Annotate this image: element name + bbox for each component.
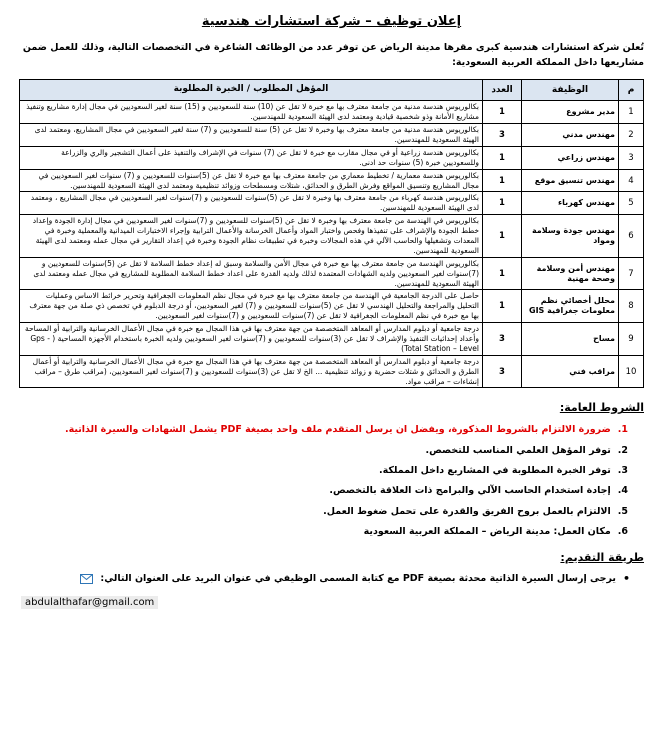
condition-number: 1. [617, 424, 628, 436]
serial-cell: 9 [619, 323, 644, 356]
qualification-cell: بكالوريوس هندسة مدنية من جامعة معترف بها مع خبرة لا تقل عن (10) سنة للسعوديين و (15) سنة لغير السعوديين في مجال إدارة مشاريع وتنفيذ مشاريع الأمانة وذو شخصية قيادية ومعتمد لدى الهيئة السعودية للمهندسين. [20, 101, 483, 124]
condition-number: 4. [617, 485, 628, 497]
serial-cell: 3 [619, 146, 644, 169]
job-title-cell: مهندس كهرباء [522, 192, 619, 215]
condition-text: ضرورة الالتزام بالشروط المذكورة، ويفضل ان يرسل المتقدم ملف واحد بصيغة PDF يشمل الشهادات والسيرة الذاتية. [64, 424, 611, 436]
qualification-cell: حاصل على الدرجة الجامعية في الهندسة من جامعة معترف بها مع خبرة في مجال نظم المعلومات الجغرافية وتحرير خرائط الاساس وعمليات التحليل والمراجعة والتحليل الهندسي لا تقل عن (5)سنوات للسعوديين و (7) لغير السعوديين، أو درجة الدبلوم في تخصص ذي صلة من جهة معترف بها مع خبرة في نظم المعلومات الجغرافية لا تقل عن (7)سنوات للسعوديين و (7)سنوات لغير السعوديين. [20, 290, 483, 323]
jobs-table [19, 79, 644, 388]
serial-cell: 4 [619, 169, 644, 192]
count-cell: 1 [483, 169, 522, 192]
qualification-cell: بكالوريوس الهندسة من جامعة معترف بها مع خبرة في مجال الأمن والسلامة وسبق له إعداد خطط السلامة لا تقل عن (5)سنوات للسعوديين و (7)سنوات لغير السعوديين ولديه الشهادات المعتمدة لذلك ولديه القدرة على اعداد خطط السلامة المطلوبة للمشاريع في مجال عمله ومعتمد لدى الهيئة السعودية للمهندسين. [20, 257, 483, 290]
qualification-cell: درجة جامعية أو دبلوم المدارس أو المعاهد المتخصصة من جهة معترف بها في هذا المجال مع خبرة في مجال الأعمال الخرسانية والترابية أو المساحة وأعداد إحداثيات التنفيذ والإشراف لا تقل عن (3)سنوات للسعوديين و (7)سنوات لغير السعوديين ولديه الخبرة باستخدام الأجهزة المساحية ( Gps -Total Station – Level) [20, 323, 483, 356]
table-header-row [20, 80, 644, 101]
qualification-cell: درجة جامعية أو دبلوم المدارس أو المعاهد المتخصصة من جهة معترف بها في هذا المجال مع خبرة في مجال الأعمال الخرسانية والترابية أو أعمال الطرق و الحدائق و شتلات حضرية و زوائد تنظيمية ... الخ لا تقل عن (3)سنوات للسعوديين و (7)سنوات لغير السعوديين، (مراقب طرق – مراقب إنشاءات – مراقب مواد. [20, 355, 483, 388]
serial-cell: 6 [619, 215, 644, 258]
application-method-heading: طريقة التقديم: [560, 551, 644, 565]
serial-cell: 2 [619, 124, 644, 147]
condition-number: 2. [617, 444, 628, 456]
job-title-cell: مهندس جودة وسلامة ومواد [522, 215, 619, 258]
condition-text: الالتزام بالعمل بروح الفريق والقدرة على تحمل ضغوط العمل. [323, 505, 611, 517]
serial-cell: 10 [619, 355, 644, 388]
header-count: العدد [483, 80, 522, 101]
application-instruction [19, 573, 630, 584]
count-cell: 3 [483, 355, 522, 388]
email-address[interactable]: abdulalthafar@gmail.com [21, 596, 158, 609]
condition-item [19, 423, 628, 436]
job-title-cell: مهندس أمن وسلامة وصحة مهنية [522, 257, 619, 290]
condition-text: إجادة استخدام الحاسب الآلي والبرامج ذات العلاقة بالتخصص. [329, 485, 611, 497]
table-row [20, 290, 644, 323]
job-title-cell: مهندس تنسيق موقع [522, 169, 619, 192]
table-row [20, 169, 644, 192]
condition-item [19, 464, 628, 477]
condition-item [19, 525, 628, 538]
qualification-cell: بكالوريوس هندسة معمارية / تخطيط معماري من جامعة معترف بها مع خبرة لا تقل عن (5)سنوات للسعوديين و (7) سنوات لغير السعوديين في مجال المشاريع وتنسيق المواقع وفرش الطرق و الحدائق، شتلات ومسطحات وزوائد تنظيمية ومعتمد لدى الهيئة السعودية للمهندسين. [20, 169, 483, 192]
count-cell: 3 [483, 323, 522, 356]
serial-cell: 1 [619, 101, 644, 124]
job-title-cell: مراقب فني [522, 355, 619, 388]
job-title-cell: مساح [522, 323, 619, 356]
condition-item [19, 444, 628, 457]
table-row [20, 146, 644, 169]
condition-text: توفر المؤهل العلمي المناسب للتخصص. [425, 444, 611, 456]
count-cell: 1 [483, 257, 522, 290]
condition-number: 6. [617, 525, 628, 537]
job-title-cell: مهندس مدني [522, 124, 619, 147]
job-title-cell: محلل أخصائي نظم معلومات جغرافية GIS [522, 290, 619, 323]
bullet-marker: • [622, 572, 630, 586]
table-row [20, 323, 644, 356]
email-line [21, 590, 642, 609]
condition-item [19, 484, 628, 497]
count-cell: 1 [483, 192, 522, 215]
page-title: إعلان توظيف – شركة استشارات هندسية [201, 14, 462, 29]
header-job: الوظيفة [522, 80, 619, 101]
condition-item [19, 505, 628, 518]
table-row [20, 124, 644, 147]
job-title-cell: مدير مشروع [522, 101, 619, 124]
table-row [20, 355, 644, 388]
header-serial: م [619, 80, 644, 101]
table-row [20, 257, 644, 290]
condition-number: 5. [617, 505, 628, 517]
email-icon [80, 574, 93, 584]
condition-text: مكان العمل: مدينة الرياض – المملكة العربية السعودية [363, 525, 611, 537]
count-cell: 1 [483, 146, 522, 169]
table-row [20, 101, 644, 124]
count-cell: 1 [483, 215, 522, 258]
qualification-cell: بكالوريوس هندسة مدنية من جامعة معترف بها وخبرة لا تقل عن (5) سنة للسعوديين و (7) سنة لغير السعوديين في مجال المشاريع، ومعتمد لدى الهيئة السعودية للمهندسين. [20, 124, 483, 147]
qualification-cell: بكالوريوس هندسة زراعية أو في مجال مقارب مع خبرة لا تقل عن (7) سنوات في الإشراف والتنفيذ على أعمال التشجير والري والزراعة وللسعوديين خبرة (5) سنوات حد ادنى. [20, 146, 483, 169]
serial-cell: 7 [619, 257, 644, 290]
job-title-cell: مهندس زراعي [522, 146, 619, 169]
qualification-cell: بكالوريوس في الهندسة من جامعة معترف بها وخبرة لا تقل عن (5)سنوات للسعوديين و (7)سنوات لغير السعوديين في مجال إدارة الجودة وإعداد خطط الجودة والإشراف على تنفيذها وفحص واختبار المواد وأعمال الخرسانة والأعمال الترابية وإجراء الاختبارات الميدانية والمعملية وخبرة في المعدات وتشغيلها والحاسب الآلي في هذه المجالات وخبرة في تطبيقات نظام الجودة وخبرة في إعداد التقارير في مجال عمله ومعتمد لدى الهيئة السعودية للمهندسين. [20, 215, 483, 258]
qualification-cell: بكالوريوس هندسة كهرباء من جامعة معترف بها وخبرة لا تقل عن (5)سنوات للسعوديين و (7)سنوات لغير السعوديين في مجال المشاريع ، ومعتمد لدى الهيئة السعودية للمهندسين. [20, 192, 483, 215]
count-cell: 1 [483, 290, 522, 323]
condition-number: 3. [617, 465, 628, 477]
count-cell: 1 [483, 101, 522, 124]
serial-cell: 5 [619, 192, 644, 215]
intro-paragraph: تُعلن شركة استشارات هندسية كبرى مقرها مدينة الرياض عن توفر عدد من الوظائف الشاغرة في التخصصات التالية، وذلك للعمل ضمن مشاريعها داخل المملكة العربية السعودية: [22, 42, 644, 68]
condition-text: توفر الخبرة المطلوبة في المشاريع داخل المملكة. [379, 465, 611, 477]
header-qualification: المؤهل المطلوب / الخبرة المطلوبة [20, 80, 483, 101]
table-row [20, 192, 644, 215]
count-cell: 3 [483, 124, 522, 147]
application-instruction-text: يرجى إرسال السيرة الذاتية محدثة بصيغة PDF مع كتابة المسمى الوظيفي في عنوان البريد على العنوان التالي: [100, 573, 616, 585]
serial-cell: 8 [619, 290, 644, 323]
table-row [20, 215, 644, 258]
general-conditions-heading: الشروط العامة: [559, 401, 644, 415]
